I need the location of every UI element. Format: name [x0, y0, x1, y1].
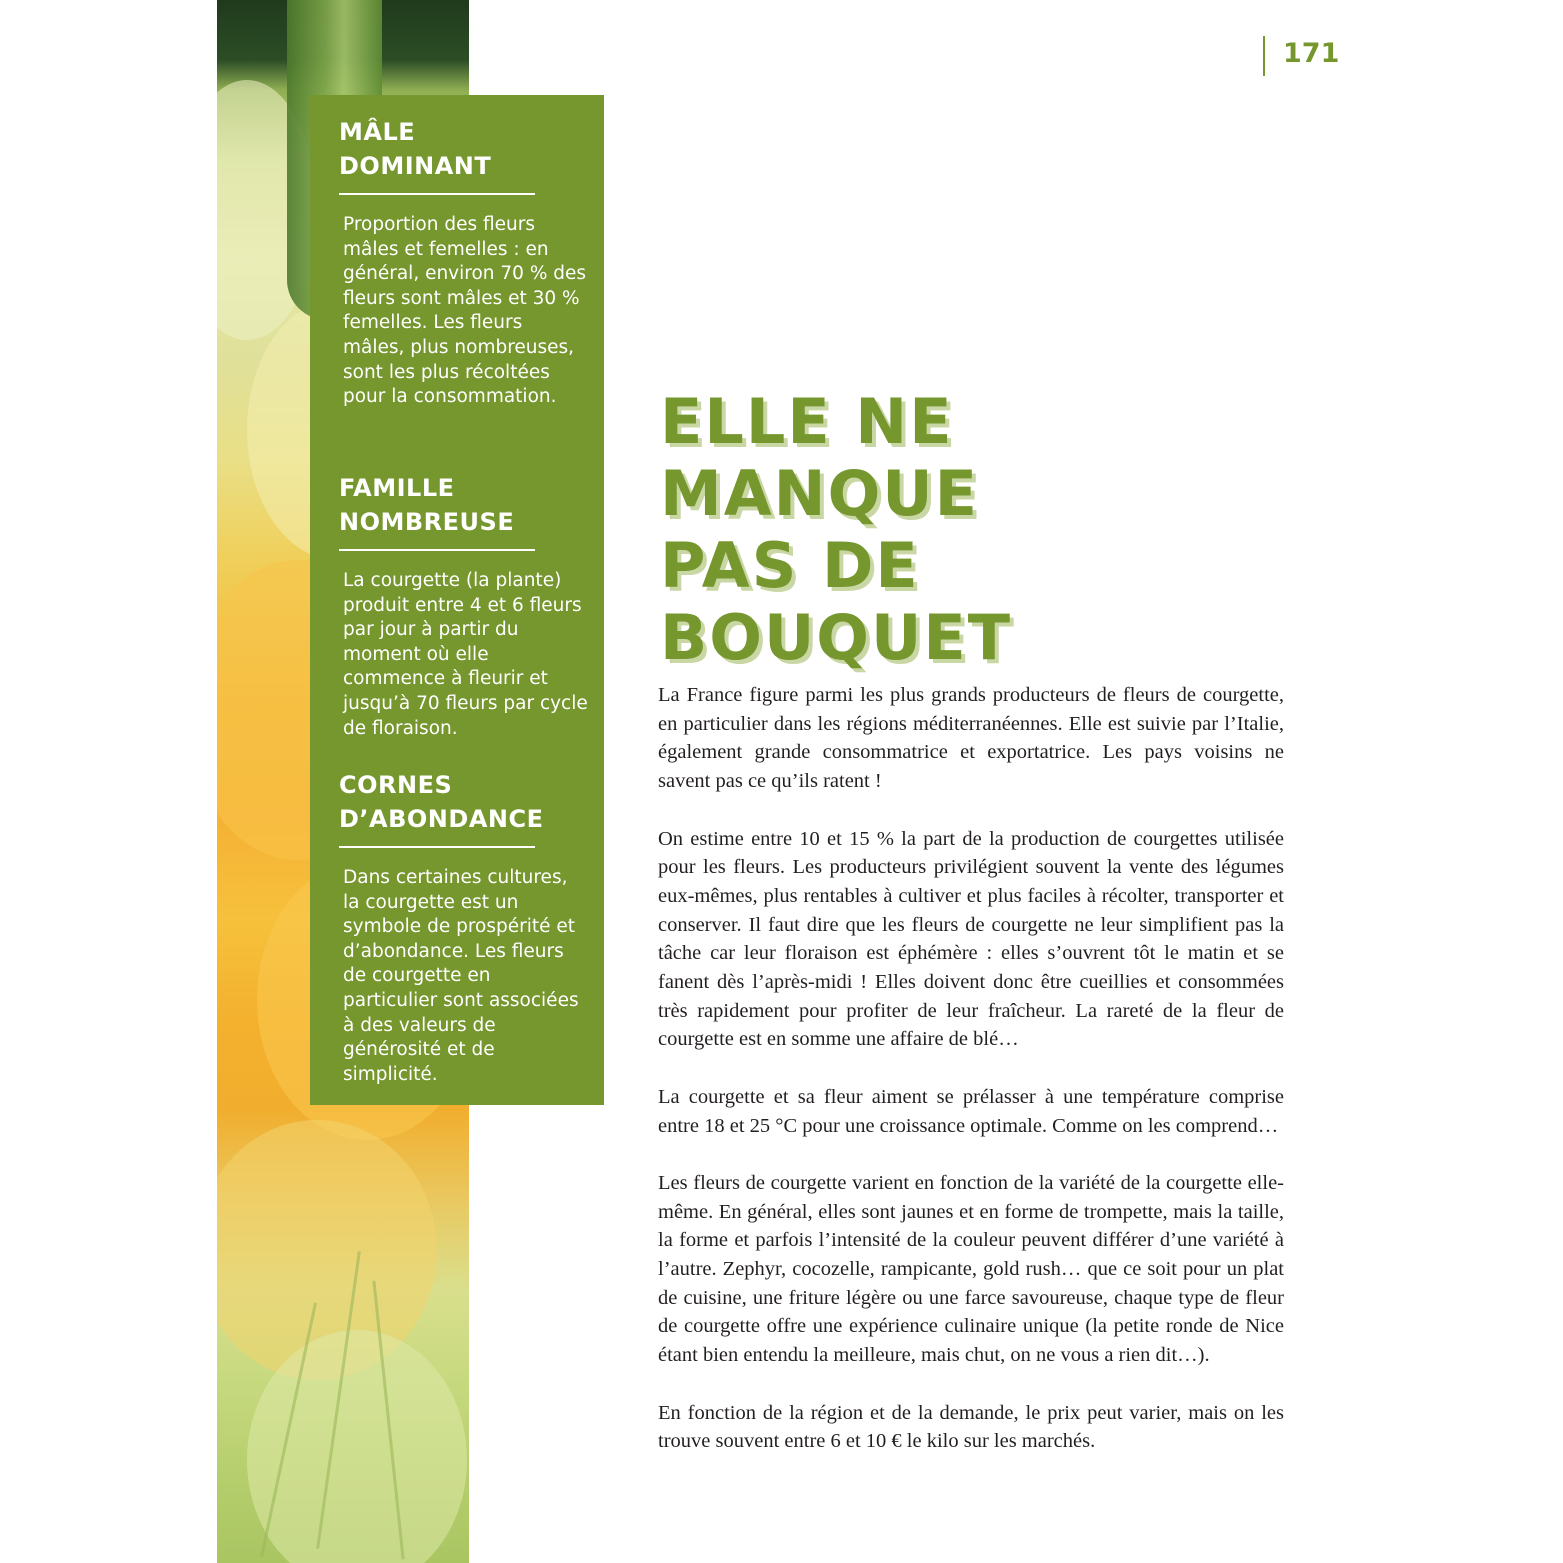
- paragraph: La courgette et sa fleur aiment se prélasser à une température comprise entre 18 et 25 °C pour une croissance optimale. Comme on les comprend…: [658, 1085, 1284, 1137]
- paragraph: Les fleurs de courgette varient en fonction de la variété de la courgette elle-même. En général, elles sont jaunes et en forme de trompette, mais la taille, la forme et parfois l’intensité de la couleur peuvent différer d’une variété à l’autre. Zephyr, cocozelle, rampicante, gold rush… que ce soit pour un plat de cuisine, une friture légère ou une farce savoureuse, chaque type de fleur de courgette offre une expérience culinaire unique (la petite ronde de Nice étant bien entendu la meilleure, mais chut, on ne vous a rien dit…).: [658, 1171, 1284, 1367]
- sidebar-title: MÂLE DOMINANT: [339, 118, 492, 180]
- page-number-rule: [1263, 36, 1265, 76]
- paragraph: En fonction de la région et de la demande, le prix peut varier, mais on les trouve souvent entre 6 et 10 € le kilo sur les marchés.: [658, 1401, 1284, 1453]
- sidebar-divider: [339, 846, 535, 848]
- sidebar-divider: [339, 549, 535, 551]
- sidebar-title: FAMILLE NOMBREUSE: [339, 474, 515, 536]
- page-title: ELLE NE MANQUE PAS DE BOUQUET: [660, 385, 1013, 674]
- sidebar-text: Proportion des fleurs mâles et femelles : en général, environ 70 % des fleurs sont mâles et 30 % femelles. Les fleurs mâles, plus nombreuses, sont les plus récoltées pour la consommation.: [343, 214, 587, 408]
- sidebar-text: La courgette (la plante) produit entre 4 et 6 fleurs par jour à partir du moment où elle commence à fleurir et jusqu’à 70 fleurs par cycle de floraison.: [343, 570, 588, 739]
- sidebar-section-famille-nombreuse: [339, 471, 589, 741]
- page-number: 171: [1283, 38, 1340, 69]
- sidebar-text: Dans certaines cultures, la courgette est un symbole de prospérité et d’abondance. Les fleurs de courgette en particulier sont associées à des valeurs de générosité et de simplicité.: [343, 867, 579, 1085]
- article-body: [658, 681, 1284, 1485]
- sidebar-divider: [339, 193, 535, 195]
- facts-sidebar: [310, 95, 604, 1105]
- paragraph: La France figure parmi les plus grands producteurs de fleurs de courgette, en particulier dans les régions méditerranéennes. Elle est suivie par l’Italie, également grande consommatrice et exportatrice. Les pays voisins ne savent pas ce qu’ils ratent !: [658, 684, 1284, 793]
- sidebar-section-cornes-abondance: [339, 768, 589, 1087]
- sidebar-section-male-dominant: [339, 115, 589, 410]
- paragraph: On estime entre 10 et 15 % la part de la production de courgettes utilisée pour les fleurs. Les producteurs privilégient souvent la vente des légumes eux-mêmes, plus rentables à cultiver et plus faciles à récolter, transporter et conserver. Il faut dire que les fleurs de courgette ne leur simplifient pas la tâche car leur floraison est éphémère : elles s’ouvrent tôt le matin et se fanent dès l’après-midi ! Elles doivent donc être cueillies et consommées très rapidement pour profiter de leur fraîcheur. La rareté de la fleur de courgette est en somme une affaire de blé…: [658, 827, 1284, 1051]
- sidebar-title: CORNES D’ABONDANCE: [339, 771, 544, 833]
